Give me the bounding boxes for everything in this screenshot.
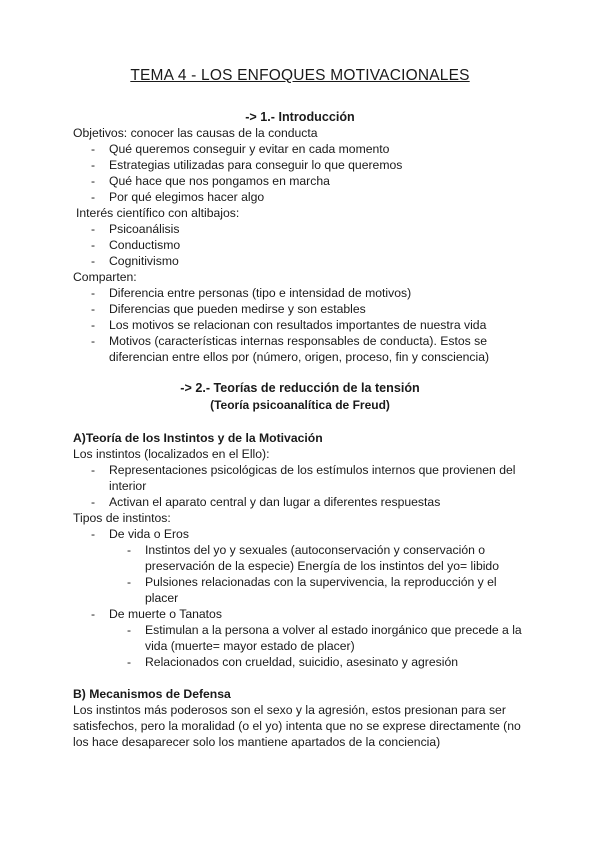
list-item: Estrategias utilizadas para conseguir lo que queremos	[109, 158, 403, 172]
list-item: Pulsiones relacionadas con la supervivencia, la reproducción y el	[145, 575, 497, 589]
list-item: Diferencia entre personas (tipo e intensidad de motivos)	[109, 286, 412, 300]
bullet-dash: -	[127, 575, 132, 589]
list-item-continuation: placer	[145, 591, 179, 605]
bullet-dash: -	[91, 607, 96, 621]
paragraph-line: Los instintos más poderosos son el sexo y la agresión, estos presionan para ser	[73, 703, 506, 717]
bullet-dash: -	[91, 254, 96, 268]
bullet-dash: -	[91, 158, 96, 172]
part-b-heading: B) Mecanismos de Defensa	[73, 687, 231, 701]
list-item: Relacionados con crueldad, suicidio, asesinato y agresión	[145, 655, 459, 669]
bullet-dash: -	[91, 527, 96, 541]
section-2-heading: -> 2.- Teorías de reducción de la tensión	[180, 381, 420, 395]
paragraph-line: satisfechos, pero la moralidad (o el yo) intenta que no se exprese directamente (no	[73, 719, 521, 733]
paragraph-line: los hace desaparecer solo los mantiene apartados de la conciencia)	[73, 735, 441, 749]
section-1-heading: -> 1.- Introducción	[245, 110, 355, 124]
list-item: Instintos del yo y sexuales (autoconservación y conservación o	[145, 543, 486, 557]
list-item: Estimulan a la persona a volver al estado inorgánico que precede a la	[145, 623, 522, 637]
bullet-dash: -	[91, 238, 96, 252]
list-item-continuation: diferencian entre ellos por (número, origen, proceso, fin y consciencia)	[109, 350, 490, 364]
list-item: Qué hace que nos pongamos en marcha	[109, 174, 330, 188]
list-item: Qué queremos conseguir y evitar en cada momento	[109, 142, 390, 156]
bullet-dash: -	[127, 543, 132, 557]
bullet-dash: -	[91, 463, 96, 477]
bullet-dash: -	[91, 142, 96, 156]
types-label: Tipos de instintos:	[73, 511, 171, 525]
list-item: Los motivos se relacionan con resultados importantes de nuestra vida	[109, 318, 487, 332]
bullet-dash: -	[91, 334, 96, 348]
death-instinct: De muerte o Tanatos	[109, 607, 222, 621]
bullet-dash: -	[91, 495, 96, 509]
list-item-continuation: vida (muerte= mayor estado de placer)	[145, 639, 355, 653]
interest-label: Interés científico con altibajos:	[76, 206, 240, 220]
list-item: Por qué elegimos hacer algo	[109, 190, 265, 204]
list-item-continuation: interior	[109, 479, 147, 493]
list-item: Motivos (características internas responsables de conducta). Estos se	[109, 334, 487, 348]
list-item: Diferencias que pueden medirse y son estables	[109, 302, 366, 316]
objectives-label: Objetivos: conocer las causas de la conducta	[73, 126, 318, 140]
list-item: Activan el aparato central y dan lugar a diferentes respuestas	[109, 495, 441, 509]
list-item: Conductismo	[109, 238, 181, 252]
section-2-subheading: (Teoría psicoanalítica de Freud)	[210, 398, 390, 412]
bullet-dash: -	[127, 655, 132, 669]
instincts-label: Los instintos (localizados en el Ello):	[73, 447, 270, 461]
part-a-heading: A)Teoría de los Instintos y de la Motivación	[73, 431, 323, 445]
bullet-dash: -	[91, 222, 96, 236]
list-item: Cognitivismo	[109, 254, 179, 268]
list-item: Representaciones psicológicas de los estímulos internos que provienen del	[109, 463, 516, 477]
bullet-dash: -	[91, 318, 96, 332]
bullet-dash: -	[91, 286, 96, 300]
bullet-dash: -	[91, 174, 96, 188]
bullet-dash: -	[91, 302, 96, 316]
list-item-continuation: preservación de la especie) Energía de los instintos del yo= libido	[145, 559, 499, 573]
bullet-dash: -	[127, 623, 132, 637]
list-item: Psicoanálisis	[109, 222, 180, 236]
bullet-dash: -	[91, 190, 96, 204]
life-instinct: De vida o Eros	[109, 527, 189, 541]
document-title: TEMA 4 - LOS ENFOQUES MOTIVACIONALES	[130, 67, 470, 84]
share-label: Comparten:	[73, 270, 137, 284]
